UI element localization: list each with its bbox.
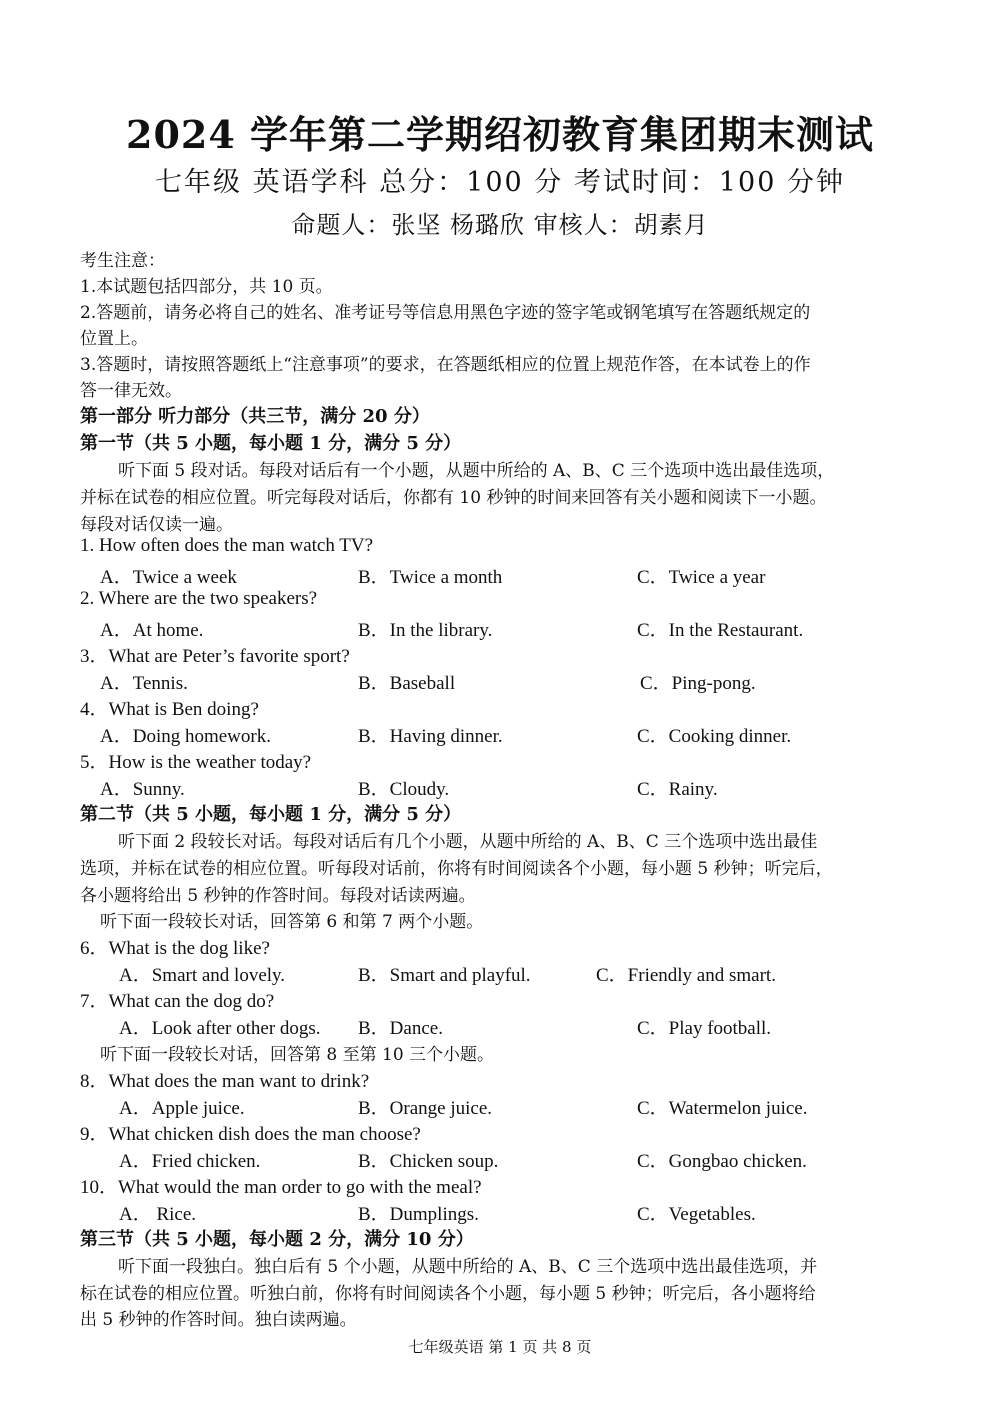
option-b: B．Dumplings. <box>358 1204 479 1225</box>
exam-authors: 命题人：张坚 杨璐欣 审核人：胡素月 <box>291 211 709 239</box>
option-a: A．Fried chicken. <box>119 1151 261 1172</box>
option-a: A． Rice. <box>119 1204 197 1225</box>
section3-instructions: 标在试卷的相应位置。听独白前，你将有时间阅读各个小题，每小题 5 秒钟；听完后，各小题将给 <box>80 1284 816 1304</box>
section2-heading: 第二节（共 5 小题，每小题 1 分，满分 5 分） <box>80 804 462 825</box>
option-b: B．Smart and playful. <box>358 965 531 986</box>
question-text: 2. Where are the two speakers? <box>80 588 318 609</box>
option-c: C．Ping-pong. <box>640 673 756 694</box>
option-b: B．Having dinner. <box>358 726 503 747</box>
option-c: C．Twice a year <box>637 567 766 588</box>
exam-title: 2024 学年第二学期绍初教育集团期末测试 <box>126 112 874 157</box>
option-a: A．Sunny. <box>100 779 185 800</box>
section3-heading: 第三节（共 5 小题，每小题 2 分，满分 10 分） <box>80 1229 474 1250</box>
option-a: A．Apple juice. <box>119 1098 245 1119</box>
option-b: B．Twice a month <box>358 567 503 588</box>
question-text: 7．What can the dog do? <box>80 991 275 1012</box>
option-a: A．Tennis. <box>100 673 188 694</box>
option-c: C．Friendly and smart. <box>596 965 776 986</box>
question-text: 10．What would the man order to go with the meal? <box>80 1177 482 1198</box>
notice-title: 考生注意： <box>80 251 165 271</box>
option-b: B．Chicken soup. <box>358 1151 499 1172</box>
option-c: C．Cooking dinner. <box>637 726 792 747</box>
option-a: A．Twice a week <box>100 567 237 588</box>
notice-item: 3.答题时，请按照答题纸上“注意事项”的要求，在答题纸相应的位置上规范作答，在本试卷上的作 <box>80 355 811 375</box>
question-text: 6．What is the dog like? <box>80 938 270 959</box>
section1-instructions: 每段对话仅读一遍。 <box>80 515 233 535</box>
notice-item: 1.本试题包括四部分，共 10 页。 <box>80 277 333 297</box>
question-text: 8．What does the man want to drink? <box>80 1071 370 1092</box>
option-a: A．Look after other dogs. <box>119 1018 321 1039</box>
section3-instructions: 听下面一段独白。独白后有 5 个小题，从题中所给的 A、B、C 三个选项中选出最佳选项，并 <box>118 1257 818 1277</box>
option-c: C．Gongbao chicken. <box>637 1151 807 1172</box>
option-b: B．Baseball <box>358 673 456 694</box>
question-text: 9．What chicken dish does the man choose? <box>80 1124 421 1145</box>
option-c: C．Rainy. <box>637 779 718 800</box>
option-a: A．Doing homework. <box>100 726 271 747</box>
option-b: B．In the library. <box>358 620 493 641</box>
section2-instructions: 选项，并标在试卷的相应位置。听每段对话前，你将有时间阅读各个小题，每小题 5 秒钟；听完后， <box>80 859 833 879</box>
section1-instructions: 听下面 5 段对话。每段对话后有一个小题，从题中所给的 A、B、C 三个选项中选出最佳选项， <box>118 461 835 481</box>
question-text: 4．What is Ben doing? <box>80 699 259 720</box>
option-c: C．Play football. <box>637 1018 772 1039</box>
notice-item: 2.答题前，请务必将自己的姓名、准考证号等信息用黑色字迹的签字笔或钢笔填写在答题纸规定的 <box>80 303 811 323</box>
option-c: C．In the Restaurant. <box>637 620 804 641</box>
question-text: 1. How often does the man watch TV? <box>80 535 374 556</box>
option-a: A．Smart and lovely. <box>119 965 286 986</box>
page-footer: 七年级英语 第 1 页 共 8 页 <box>408 1338 592 1356</box>
section2-intro-a: 听下面一段较长对话，回答第 6 和第 7 两个小题。 <box>100 912 484 932</box>
section2-instructions: 各小题将给出 5 秒钟的作答时间。每段对话读两遍。 <box>80 886 476 906</box>
section2-instructions: 听下面 2 段较长对话。每段对话后有几个小题，从题中所给的 A、B、C 三个选项中选出最佳 <box>118 832 818 852</box>
question-text: 5．How is the weather today? <box>80 752 312 773</box>
question-text: 3．What are Peter’s favorite sport? <box>80 646 350 667</box>
exam-subtitle: 七年级 英语学科 总分：100 分 考试时间：100 分钟 <box>155 167 845 198</box>
option-b: B．Orange juice. <box>358 1098 493 1119</box>
option-c: C．Watermelon juice. <box>637 1098 808 1119</box>
option-b: B．Dance. <box>358 1018 443 1039</box>
section1-heading: 第一节（共 5 小题，每小题 1 分，满分 5 分） <box>80 433 462 454</box>
section1-instructions: 并标在试卷的相应位置。听完每段对话后，你都有 10 秒钟的时间来回答有关小题和阅读下一小题。 <box>80 488 827 508</box>
section2-intro-b: 听下面一段较长对话，回答第 8 至第 10 三个小题。 <box>100 1045 495 1065</box>
notice-item: 答一律无效。 <box>80 381 182 401</box>
option-a: A．At home. <box>100 620 204 641</box>
option-b: B．Cloudy. <box>358 779 450 800</box>
part1-heading: 第一部分 听力部分（共三节，满分 20 分） <box>80 406 430 427</box>
section3-instructions: 出 5 秒钟的作答时间。独白读两遍。 <box>80 1310 357 1330</box>
option-c: C．Vegetables. <box>637 1204 756 1225</box>
notice-item: 位置上。 <box>80 329 148 349</box>
